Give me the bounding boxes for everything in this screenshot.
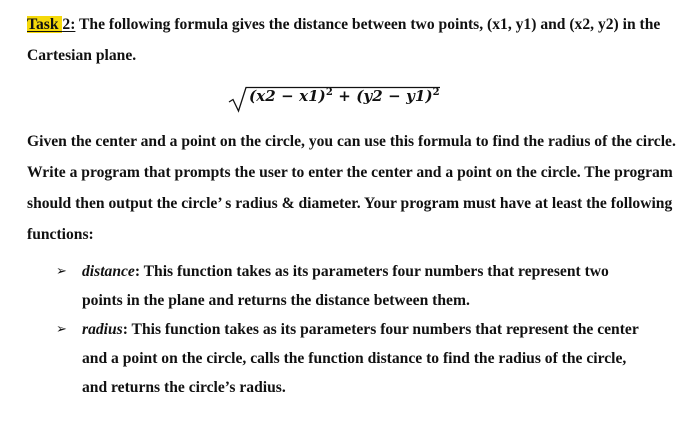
formula-y-term: + (y2 − y1) <box>332 87 433 105</box>
list-item-radius <box>0 315 650 402</box>
given-paragraph: Given the center and a point on the circle, you can use this formula to find the radius of the circle. Write a program that prompts the user to enter the center and a point on the circle. The program should then output the circle’ s radius & diameter. Your program must have at least the following functions: <box>27 133 676 243</box>
task-intro-paragraph <box>27 9 677 71</box>
task-intro-text: The following formula gives the distance between two points, (x1, y1) and (x2, y2) in the Cartesian plane. <box>27 16 661 64</box>
function-description-distance: : This function takes as its parameters four numbers that represent two points in the plane and returns the distance between them. <box>82 263 609 309</box>
task-number: 2: <box>62 16 76 33</box>
arrow-bullet-icon: ➢ <box>56 264 67 279</box>
formula-radicand <box>249 87 440 105</box>
task-label: Task <box>27 16 63 33</box>
function-name-distance: distance <box>82 263 135 280</box>
function-name-radius: radius <box>82 321 123 338</box>
arrow-bullet-icon: ➢ <box>56 322 67 337</box>
function-list <box>0 257 700 402</box>
formula-exponent-y: 2 <box>432 87 440 98</box>
formula-exponent-x: 2 <box>325 87 333 98</box>
formula-x-term: (x2 − x1) <box>249 87 326 105</box>
function-description-radius: : This function takes as its parameters four numbers that represent the center and a point on the circle, calls the function distance to find the radius of the circle, and returns the circle’s radius. <box>82 321 639 396</box>
list-item-distance <box>0 257 650 315</box>
